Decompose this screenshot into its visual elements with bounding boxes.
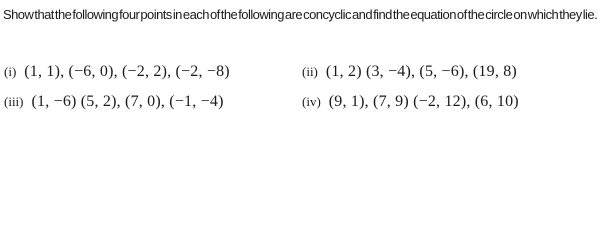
question-intro: Show that the following four points in each of the following are concyclic and find the equation of the circle on which they lie. [3,7,598,22]
part-label: (iv) [302,94,321,109]
part-label: (i) [4,64,17,79]
part-label: (iii) [4,94,24,109]
part-points: (1, 2) (3, −4), (5, −6), (19, 8) [325,63,517,80]
part-points: (1, −6) (5, 2), (7, 0), (−1, −4) [31,93,224,110]
part-iv [302,93,519,111]
part-i [4,63,230,81]
part-points: (1, 1), (−6, 0), (−2, 2), (−2, −8) [24,63,230,80]
part-label: (ii) [302,64,318,79]
part-ii [302,63,517,81]
part-points: (9, 1), (7, 9) (−2, 12), (6, 10) [328,93,519,110]
part-iii [4,93,224,111]
